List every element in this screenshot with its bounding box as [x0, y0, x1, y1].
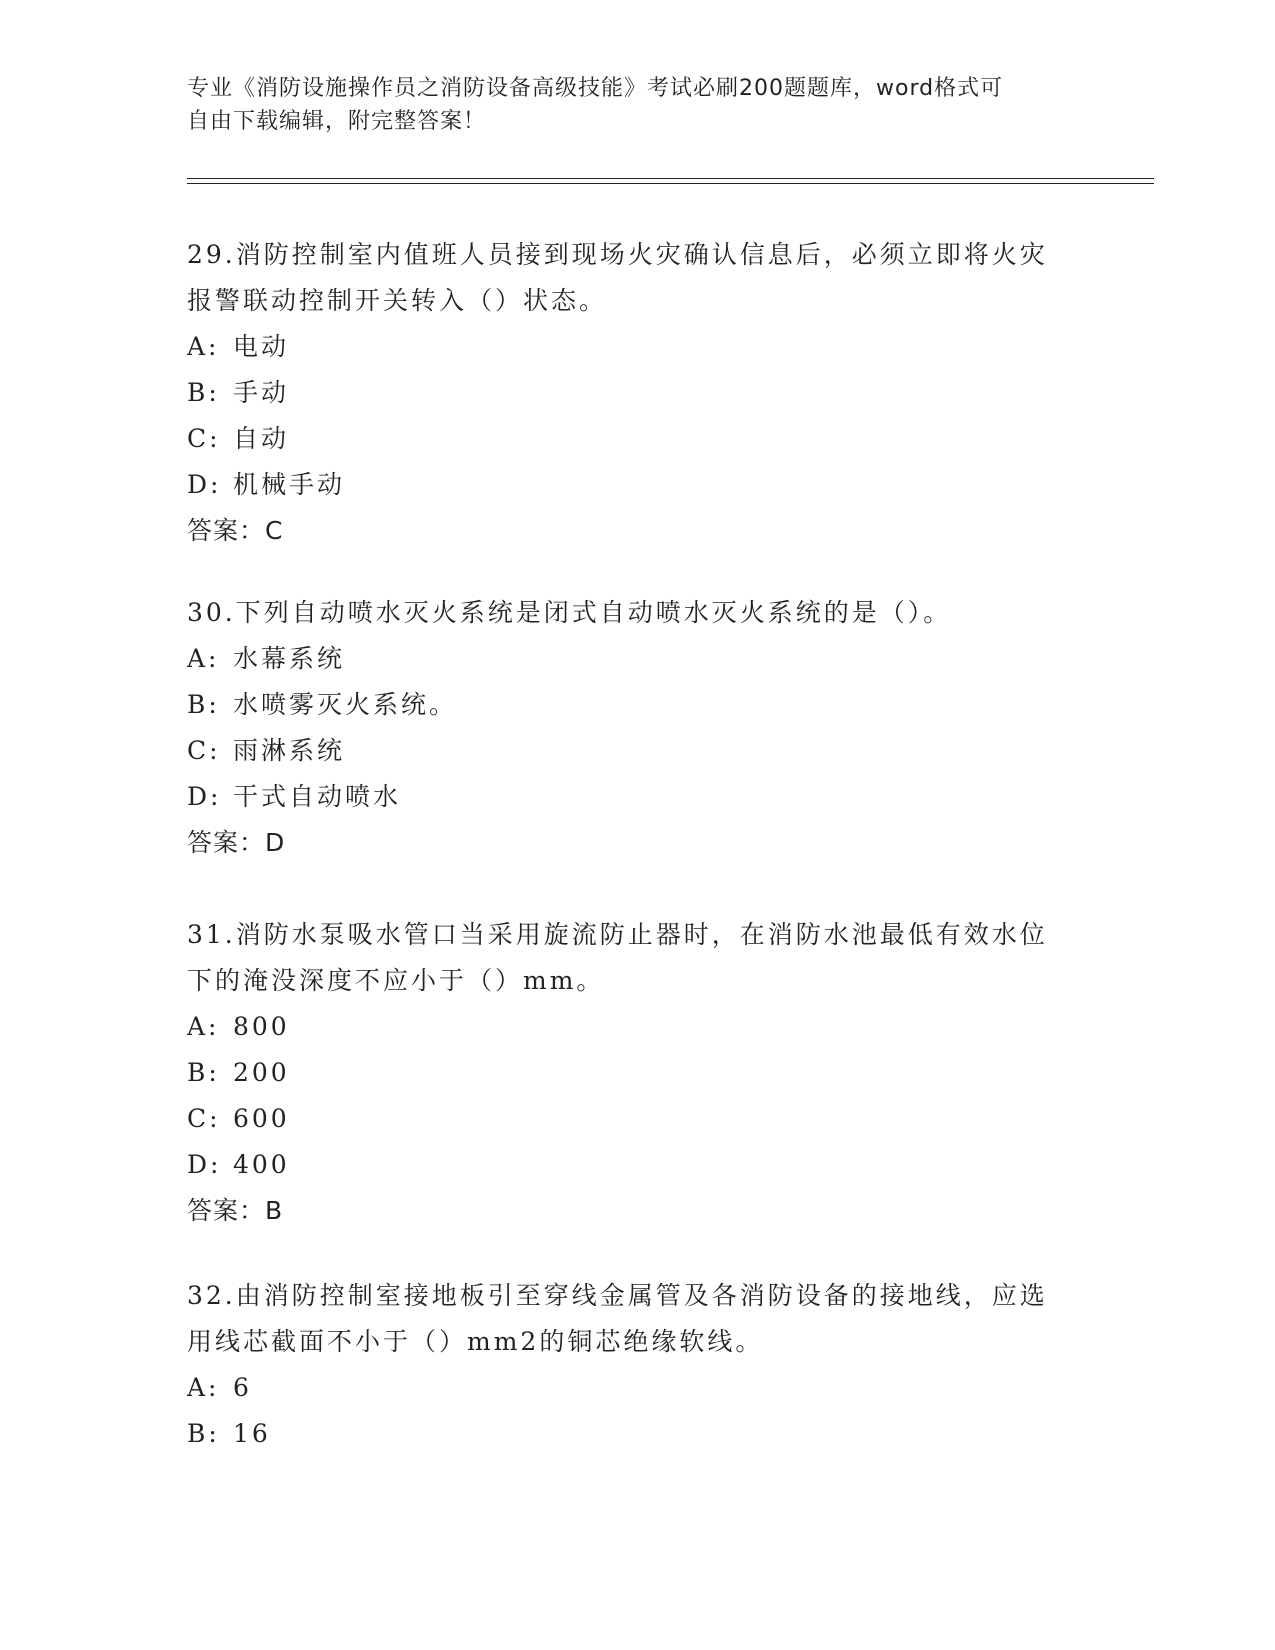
option-c [187, 416, 1087, 462]
option-a [187, 1004, 1087, 1050]
option-key: D: [187, 782, 222, 811]
option-text: 400 [233, 1150, 290, 1179]
option-key: C: [187, 424, 221, 453]
header-divider-top [187, 178, 1154, 179]
option-key: D: [187, 470, 222, 499]
option-text: 干式自动喷水 [233, 782, 402, 811]
option-d [187, 1142, 1087, 1188]
option-c [187, 728, 1087, 774]
option-text: 800 [233, 1012, 290, 1041]
option-b [187, 370, 1087, 416]
answer-text: 答案：D [187, 828, 286, 857]
question-stem-line: 30.下列自动喷水灭火系统是闭式自动喷水灭火系统的是（）。 [187, 598, 952, 627]
option-text: 600 [233, 1104, 290, 1133]
question-32 [187, 1273, 1087, 1457]
answer-text: 答案：C [187, 516, 284, 545]
option-key: B: [187, 1058, 220, 1087]
option-key: A: [187, 644, 220, 673]
option-text: 水喷雾灭火系统。 [233, 690, 458, 719]
option-a [187, 636, 1087, 682]
option-text: 16 [233, 1419, 271, 1448]
option-text: 200 [233, 1058, 290, 1087]
option-text: 6 [233, 1373, 252, 1402]
question-stem-line: 31.消防水泵吸水管口当采用旋流防止器时，在消防水池最低有效水位 [187, 920, 1048, 949]
option-key: B: [187, 690, 220, 719]
option-key: D: [187, 1150, 222, 1179]
question-stem-line: 29.消防控制室内值班人员接到现场火灾确认信息后，必须立即将火灾 [187, 240, 1048, 269]
option-a [187, 324, 1087, 370]
question-stem-line: 报警联动控制开关转入（）状态。 [187, 286, 608, 315]
question-29 [187, 232, 1087, 554]
option-key: B: [187, 378, 220, 407]
header-line-2: 自由下载编辑，附完整答案！ [187, 109, 487, 134]
option-b [187, 682, 1087, 728]
option-text: 雨淋系统 [233, 736, 346, 765]
question-stem-line: 下的淹没深度不应小于（）mm。 [187, 966, 605, 995]
option-b [187, 1411, 1087, 1457]
option-key: C: [187, 736, 221, 765]
option-text: 自动 [233, 424, 290, 453]
question-stem-line: 用线芯截面不小于（）mm2的铜芯绝缘软线。 [187, 1327, 764, 1356]
option-text: 机械手动 [233, 470, 346, 499]
question-30 [187, 590, 1087, 866]
option-key: A: [187, 1373, 220, 1402]
answer-text: 答案：B [187, 1196, 284, 1225]
option-key: A: [187, 1012, 220, 1041]
header-divider-bottom [187, 183, 1154, 184]
option-c [187, 1096, 1087, 1142]
option-b [187, 1050, 1087, 1096]
document-header [187, 72, 1087, 138]
option-a [187, 1365, 1087, 1411]
option-text: 水幕系统 [233, 644, 346, 673]
question-stem-line: 32.由消防控制室接地板引至穿线金属管及各消防设备的接地线，应选 [187, 1281, 1048, 1310]
option-text: 电动 [233, 332, 290, 361]
option-d [187, 462, 1087, 508]
header-line-1: 专业《消防设施操作员之消防设备高级技能》考试必刷200题题库，word格式可 [187, 76, 1004, 101]
option-text: 手动 [233, 378, 290, 407]
option-d [187, 774, 1087, 820]
question-31 [187, 912, 1087, 1234]
option-key: C: [187, 1104, 221, 1133]
option-key: A: [187, 332, 220, 361]
option-key: B: [187, 1419, 220, 1448]
